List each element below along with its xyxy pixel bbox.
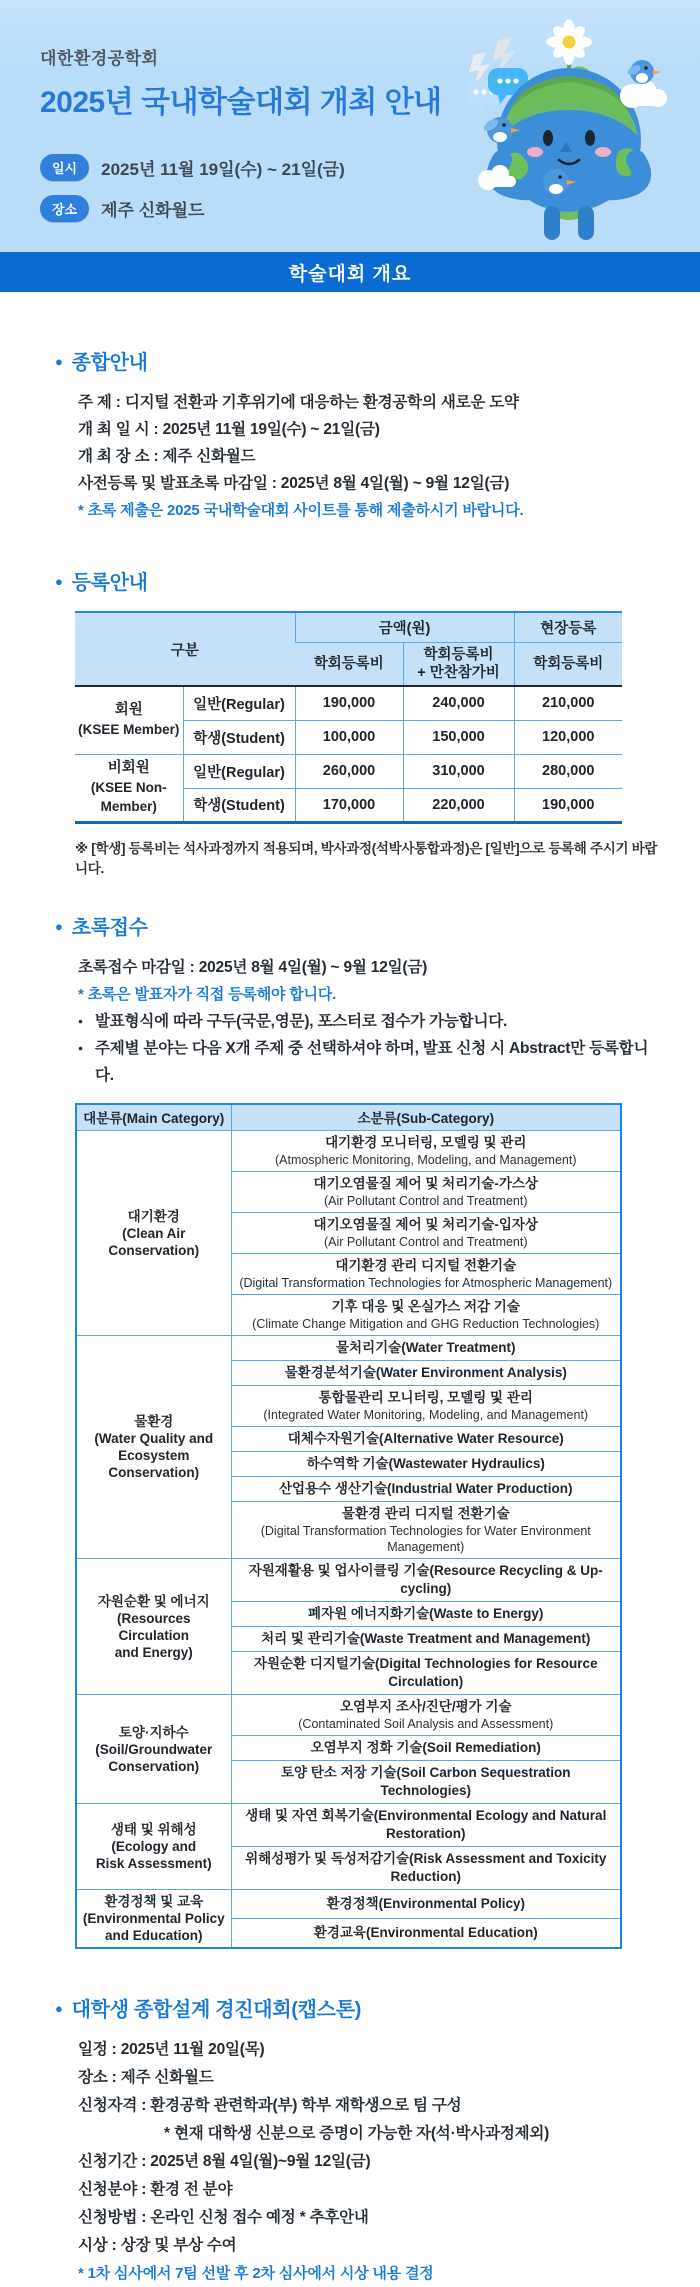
overview-date: 개 최 일 시 : 2025년 11월 19일(수) ~ 21일(금) [78,421,380,438]
capstone-heading: ● 대학생 종합설계 경진대회(캡스톤) [55,1993,660,2022]
date-badge: 일시 [40,154,89,181]
sub-category-cell: 물처리기술(Water Treatment) [231,1336,621,1361]
hero-header [0,0,700,252]
sub-category-cell: 폐자원 에너지화기술(Waste to Energy) [231,1602,621,1627]
sub-category-cell: 위해성평가 및 독성저감기술(Risk Assessment and Toxicity Reduction) [231,1847,621,1890]
sub-category-cell: 대기환경 관리 디지털 전환기술 (Digital Transformation Technologies for Atmospheric Management) [231,1254,621,1295]
capstone-section [55,1993,660,2287]
abstract-deadline: 초록접수 마감일 : 2025년 8월 4일(월) ~ 9월 12일(금) [78,958,428,976]
capstone-method: 신청방법 : 온라인 신청 접수 예정 * 추후안내 [78,2209,369,2226]
fee-dinner-line2: + 만찬참가비 [417,664,500,681]
abstract-bullet: ● 발표형식에 따라 구두(국문,영문), 포스터로 접수가 가능합니다. [78,1008,660,1035]
main-category-cell: 토양·지하수 (Soil/Groundwater Conservation) [76,1695,231,1804]
sub-category-cell: 오염부지 정화 기술(Soil Remediation) [231,1736,621,1761]
registration-heading: ● 등록안내 [55,566,660,595]
group-name: 비회원 [107,760,150,776]
sub-category-cell: 토양 탄소 저장 기술(Soil Carbon Sequestration Technologies) [231,1761,621,1804]
col-header-fee: 학회등록비 [295,642,403,686]
capstone-schedule: 일정 : 2025년 11월 20일(목) [78,2041,265,2058]
date-row [40,154,345,181]
col-header-fee-dinner [403,642,514,686]
category-row [76,1336,621,1361]
capstone-note: * 1차 심사에서 7팀 선발 후 2차 심사에서 시상 내용 결정 [78,2265,434,2282]
sub-category-cell: 대기환경 모니터링, 모델링 및 관리 (Atmospheric Monitoring, Modeling, and Management) [231,1131,621,1172]
capstone-eligibility: 신청자격 : 환경공학 관련학과(부) 학부 재학생으로 팀 구성 [78,2097,462,2114]
fee-value: 190,000 [295,686,403,720]
venue-value: 제주 신화월드 [101,201,205,220]
capstone-eligibility-note: * 현재 대학생 신분으로 증명이 가능한 자(석·박사과정제외) [164,2125,550,2142]
onsite-value: 280,000 [514,754,622,788]
overview-topic: 주 제 : 디지털 전환과 기후위기에 대응하는 환경공학의 새로운 도약 [78,394,519,411]
onsite-value: 120,000 [514,720,622,754]
col-header-amount: 금액(원) [295,612,514,642]
capstone-period: 신청기간 : 2025년 8월 4일(월)~9월 12일(금) [78,2153,371,2170]
nonmember-group-cell [75,754,183,822]
sub-category-cell: 산업용수 생산기술(Industrial Water Production) [231,1477,621,1502]
sub-category-header: 소분류(Sub-Category) [231,1104,621,1131]
fee-dinner-value: 150,000 [403,720,514,754]
venue-row [40,195,345,222]
sub-category-cell: 대체수자원기술(Alternative Water Resource) [231,1427,621,1452]
earth-body [497,68,641,240]
sub-category-cell: 물환경 관리 디지털 전환기술 (Digital Transformation Technologies for Water Environment Management) [231,1502,621,1559]
capstone-awards: 시상 : 상장 및 부상 수여 [78,2237,237,2254]
venue-badge: 장소 [40,195,89,222]
fee-dinner-value: 220,000 [403,788,514,822]
abstract-section [55,911,660,1950]
fee-value: 170,000 [295,788,403,822]
abstract-note: * 초록은 발표자가 직접 등록해야 합니다. [78,985,337,1003]
sub-category-cell: 오염부지 조사/진단/평가 기술 (Contaminated Soil Analysis and Assessment) [231,1695,621,1736]
onsite-value: 190,000 [514,788,622,822]
earth-mascot-illustration [436,10,686,248]
fee-dinner-value: 240,000 [403,686,514,720]
fee-value: 260,000 [295,754,403,788]
row-type: 일반(Regular) [183,754,295,788]
table-row [75,686,622,720]
capstone-field: 신청분야 : 환경 전 분야 [78,2181,233,2198]
organization-name: 대한환경공학회 [40,49,159,68]
col-header-onsite-fee: 학회등록비 [514,642,622,686]
main-category-cell: 생태 및 위해성 (Ecology and Risk Assessment) [76,1804,231,1890]
overview-note: * 초록 제출은 2025 국내학술대회 사이트를 통해 제출하시기 바랍니다. [78,502,524,519]
overview-venue: 개 최 장 소 : 제주 신화월드 [78,448,256,465]
category-row [76,1890,621,1919]
row-type: 학생(Student) [183,788,295,822]
section-band [0,252,700,292]
capstone-venue: 장소 : 제주 신화월드 [78,2069,214,2086]
category-row [76,1695,621,1736]
sub-category-cell: 하수역학 기술(Wastewater Hydraulics) [231,1452,621,1477]
sub-category-cell: 자원순환 디지털기술(Digital Technologies for Resource Circulation) [231,1652,621,1695]
sub-category-cell: 생태 및 자연 회복기술(Environmental Ecology and Natural Restoration) [231,1804,621,1847]
row-type: 일반(Regular) [183,686,295,720]
overview-section [55,346,660,524]
sub-category-cell: 환경교육(Environmental Education) [231,1918,621,1948]
group-name-en: (KSEE Non-Member) [90,780,167,814]
table-row [75,754,622,788]
registration-footnote: ※ [학생] 등록비는 석사과정까지 적용되며, 박사과정(석박사통합과정)은 [일반]으로 등록해 주시기 바랍니다. [75,840,658,876]
sub-category-cell: 처리 및 관리기술(Waste Treatment and Management) [231,1627,621,1652]
row-type: 학생(Student) [183,720,295,754]
abstract-bullet: ● 주제별 분야는 다음 X개 주제 중 선택하셔야 하며, 발표 신청 시 Abstract만 등록합니다. [78,1035,660,1089]
member-group-cell [75,686,183,754]
category-row [76,1804,621,1847]
sub-category-cell: 자원재활용 및 업사이클링 기술(Resource Recycling & Up-cycling) [231,1559,621,1602]
overview-deadline: 사전등록 및 발표초록 마감일 : 2025년 8월 4일(월) ~ 9월 12일(금) [78,475,510,492]
category-row [76,1131,621,1172]
band-title: 학술대회 개요 [288,263,412,285]
sub-category-cell: 대기오염물질 제어 및 처리기술-가스상 (Air Pollutant Control and Treatment) [231,1172,621,1213]
main-category-cell: 물환경 (Water Quality and Ecosystem Conservation) [76,1336,231,1559]
poster-title: 2025년 국내학술대회 개최 안내 [40,86,442,119]
sub-category-cell: 대기오염물질 제어 및 처리기술-입자상 (Air Pollutant Control and Treatment) [231,1213,621,1254]
sub-category-cell: 통합물관리 모니터링, 모델링 및 관리 (Integrated Water Monitoring, Modeling, and Management) [231,1386,621,1427]
abstract-heading: ● 초록접수 [55,911,660,940]
group-name: 회원 [114,702,143,719]
overview-heading: ● 종합안내 [55,346,660,375]
registration-section [55,566,660,877]
sub-category-cell: 환경정책(Environmental Policy) [231,1890,621,1919]
col-header-onsite: 현장등록 [514,612,622,642]
fee-dinner-line1: 학회등록비 [423,646,494,663]
col-header-category: 구분 [75,612,295,686]
group-name-en: (KSEE Member) [78,722,180,738]
fee-value: 100,000 [295,720,403,754]
main-category-header: 대분류(Main Category) [76,1104,231,1131]
category-row [76,1559,621,1602]
main-category-cell: 자원순환 및 에너지 (Resources Circulation and Energy) [76,1559,231,1695]
main-category-cell: 대기환경 (Clean Air Conservation) [76,1131,231,1336]
date-value: 2025년 11월 19일(수) ~ 21일(금) [101,160,345,179]
fee-dinner-value: 310,000 [403,754,514,788]
abstract-category-table [75,1103,622,1950]
sub-category-cell: 기후 대응 및 온실가스 저감 기술 (Climate Change Mitigation and GHG Reduction Technologies) [231,1295,621,1336]
main-category-cell: 환경정책 및 교육 (Environmental Policy and Education) [76,1890,231,1949]
registration-fee-table [75,611,622,824]
onsite-value: 210,000 [514,686,622,720]
sub-category-cell: 물환경분석기술(Water Environment Analysis) [231,1361,621,1386]
